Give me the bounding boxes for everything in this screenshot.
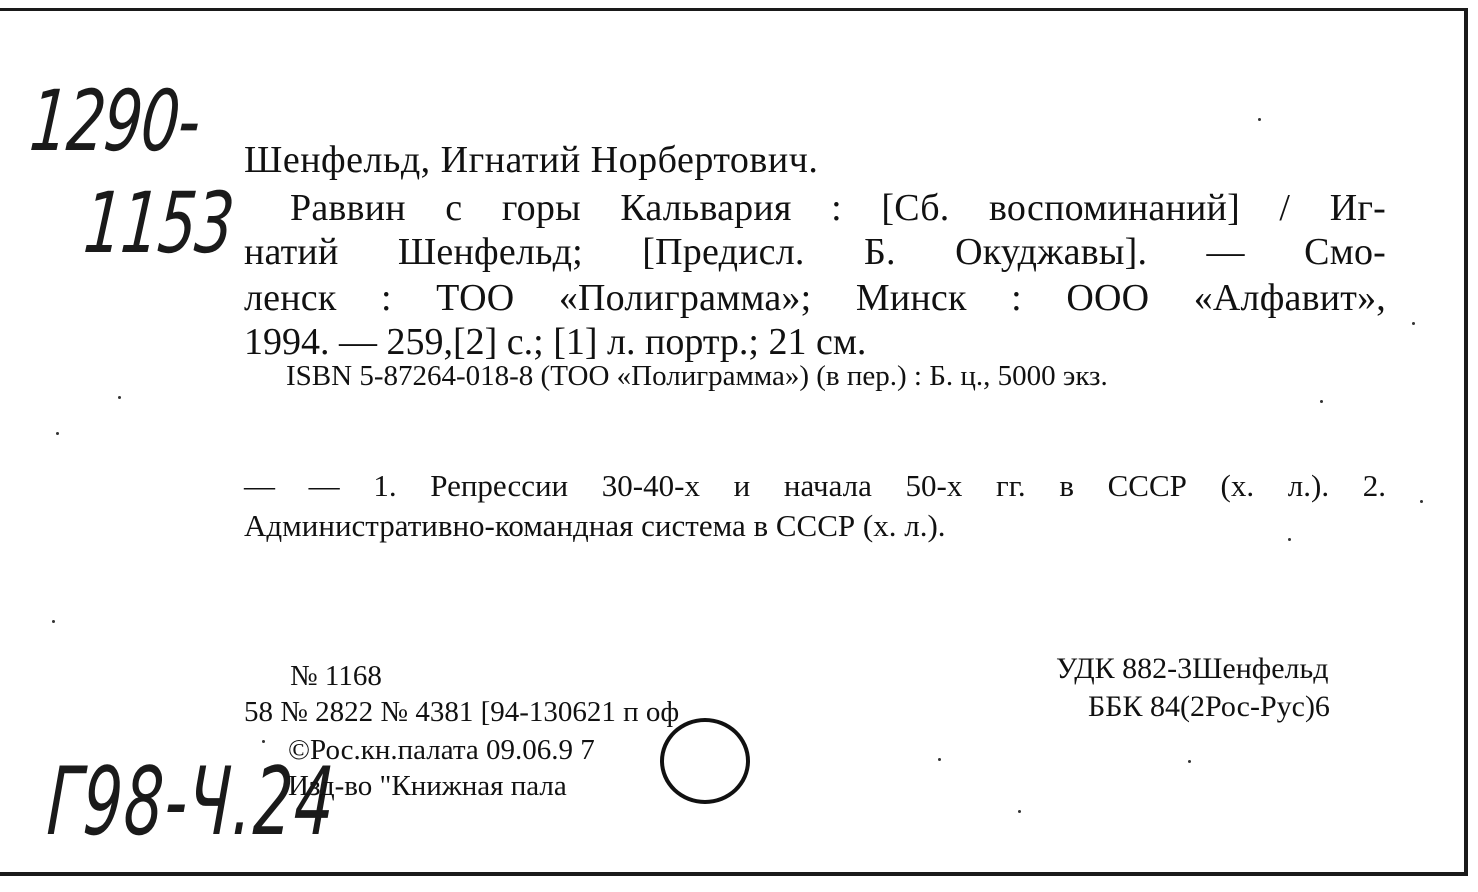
description-line-3: ленск : ТОО «Полиграмма»; Минск : ООО «Алфавит», [244, 277, 1386, 319]
handwritten-shelf-mark-bottom: 1153 [80, 174, 237, 272]
handwritten-shelf-mark-top: 1290- [26, 72, 203, 170]
handwritten-shelf-mark-lower: Г98-Ч.24 [44, 748, 338, 857]
scan-speck [56, 432, 59, 435]
author-heading: Шенфельд, Игнатий Норбертович. [244, 139, 819, 181]
scan-speck [1018, 810, 1021, 813]
scan-speck [1188, 760, 1191, 763]
isbn-line: ISBN 5-87264-018-8 (ТОО «Полиграмма») (в пер.) : Б. ц., 5000 экз. [286, 360, 1108, 392]
scan-speck [52, 620, 55, 623]
description-line-2: натий Шенфельд; [Предисл. Б. Окуджавы]. — Смо- [244, 231, 1386, 273]
udk-code: УДК 882-3Шенфельд [1056, 652, 1329, 685]
registry-line: 58 № 2822 № 4381 [94-130621 п оф [244, 696, 680, 728]
bbk-code: ББК 84(2Рос-Рус)6 [1088, 690, 1330, 723]
circular-stamp [660, 718, 750, 804]
publisher-line: Изд-во "Книжная пала [288, 770, 567, 802]
scan-speck [938, 758, 941, 761]
card-number: № 1168 [290, 660, 382, 692]
scan-speck [262, 740, 265, 743]
scan-speck [118, 396, 121, 399]
subject-line-2: Административно-командная система в СССР (х. л.). [244, 508, 946, 543]
scan-speck [1320, 400, 1323, 403]
scan-speck [1412, 322, 1415, 325]
scan-speck [1258, 118, 1261, 121]
description-line-1: Раввин с горы Кальвария : [Сб. воспоминаний] / Иг- [290, 187, 1386, 229]
scan-speck [1420, 500, 1423, 503]
scan-speck [1288, 538, 1291, 541]
description-line-4: 1994. — 259,[2] с.; [1] л. портр.; 21 см. [244, 321, 867, 363]
subject-line-1: — — 1. Репрессии 30-40-х и начала 50-х гг. в СССР (х. л.). 2. [244, 468, 1386, 503]
copyright-line: ©Рос.кн.палата 09.06.9 7 [288, 734, 595, 766]
